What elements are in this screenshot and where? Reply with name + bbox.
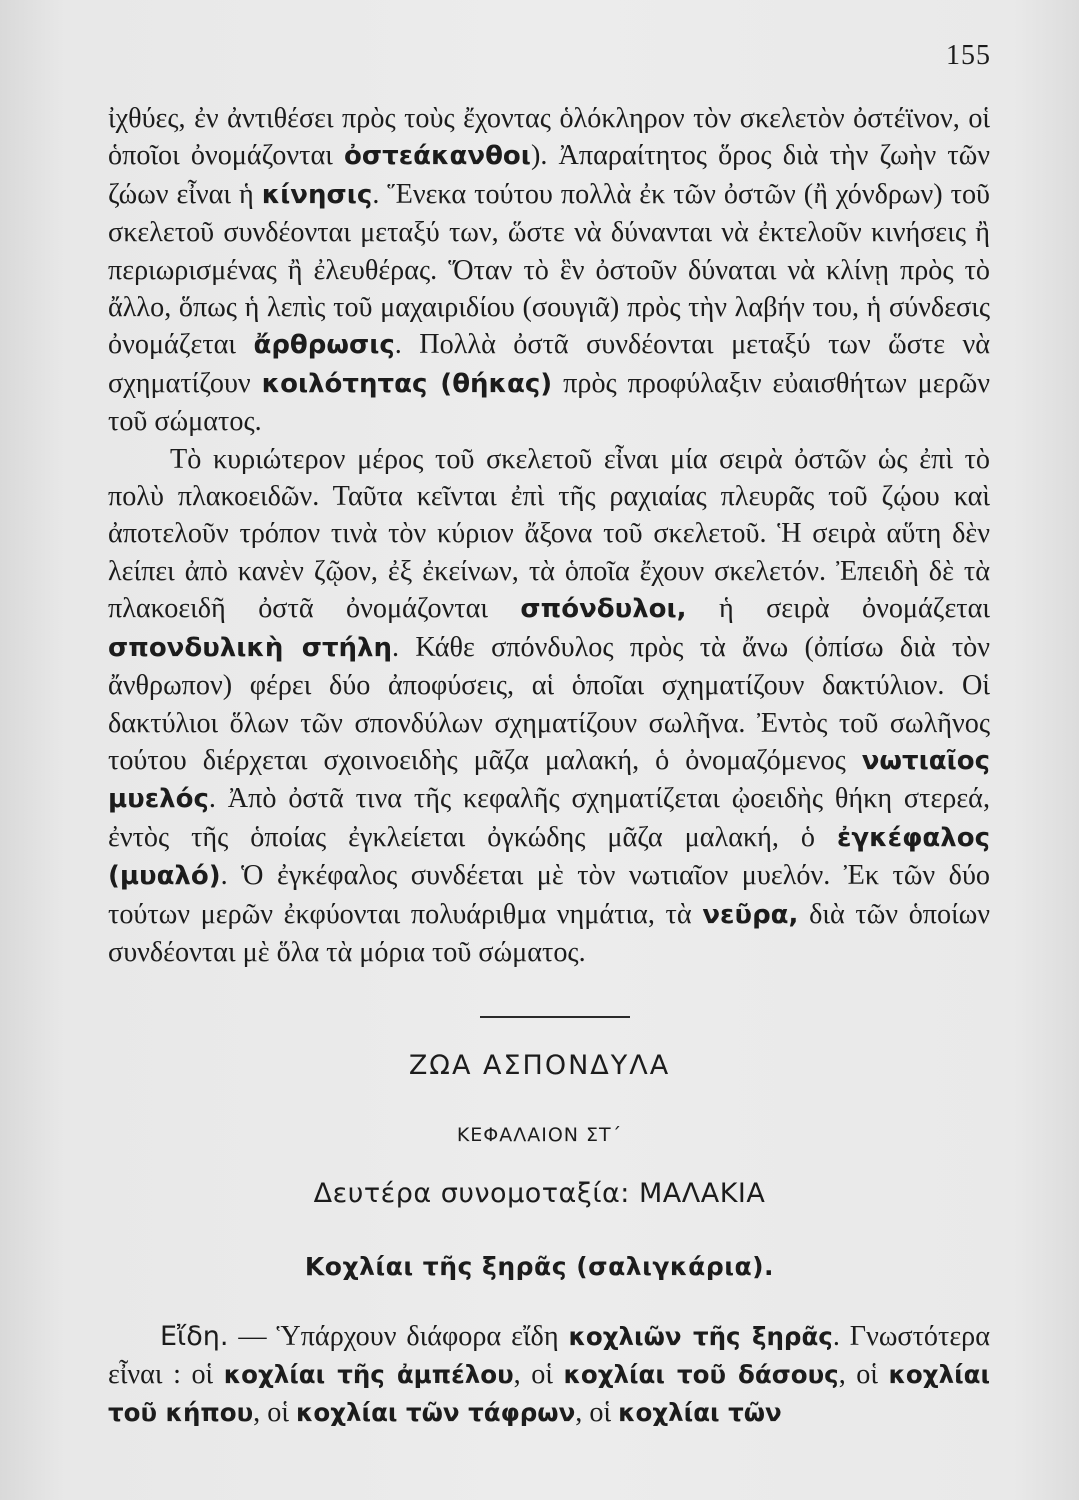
bold-term: κοχλίαι τοῦ δάσους [563, 1360, 839, 1389]
bold-term: κοχλίαι τῶν [618, 1398, 782, 1427]
text-run: , οἱ [253, 1397, 296, 1428]
bold-term: κοιλότητας (θήκας) [261, 368, 553, 399]
chapter-heading: ΚΕΦΑΛΑΙΟΝ ΣΤ΄ [456, 1124, 623, 1146]
page-number: 155 [946, 40, 991, 71]
bold-term: σπονδυλικὴ στήλη [108, 632, 393, 663]
bold-term: ἄρθρωσις [253, 330, 395, 361]
text-run: διὰ τῶν ὁποίων συνδέονται μὲ ὅλα τὰ μόρια τοῦ σώματος. [108, 898, 991, 968]
text-run: , οἱ [513, 1359, 564, 1390]
bold-term: σπόνδυλοι, [520, 594, 687, 625]
bold-term: κοχλίαι τῶν τάφρων [295, 1398, 576, 1427]
bold-term: ὀστεάκανθοι [343, 141, 531, 172]
topic-heading: Κοχλίαι τῆς ξηρᾶς (σαλιγκάρια). [304, 1252, 775, 1281]
bold-term: κοχλίαι τοῦ κήπου [108, 1360, 991, 1427]
run-in-heading: Εἴδη. [160, 1321, 229, 1352]
text-run: , οἱ [838, 1359, 889, 1390]
paragraph-spinal-column [108, 441, 990, 972]
text-run: . Γνωστότερα εἶναι : οἱ [108, 1321, 990, 1390]
text-run: . Πολλὰ ὀστᾶ συνδέονται μεταξύ των ὥστε νὰ σχηματίζουν [108, 329, 991, 399]
bold-term: νωτιαῖος μυελός [108, 745, 990, 815]
text-run: . Κάθε σπόνδυλος πρὸς τὰ ἄνω (ὀπίσω διὰ τὸν ἄνθρωπον) φέρει δύο ἀποφύσεις, αἱ ὁποῖαι σχηματίζουν δακτύλιον. Οἱ δακτύλιοι ὅλων τῶν σπονδύλων σχηματίζουν σωλῆνα. Ἐντὸς τοῦ σωλῆνος τούτου διέρχεται σχοινοειδὴς μᾶζα μαλακή, ὁ ὀνομαζόμενος [108, 631, 990, 776]
text-run: , οἱ [575, 1397, 619, 1428]
text-run: Τὸ κυριώτερον μέρος τοῦ σκελετοῦ εἶναι μία σειρὰ ὀστῶν ὡς ἐπὶ τὸ πολὺ πλακοειδῶν. Ταῦτα κεῖνται ἐπὶ τῆς ραχιαίας πλευρᾶς τοῦ ζῴου καὶ ἀποτελοῦν τρόπον τινὰ τὸν κύριον ἄξονα τοῦ σκελετοῦ. Ἡ σειρὰ αὕτη δὲν λείπει ἀπὸ κανὲν ζῷον, ἐξ ἐκείνων, τὰ ὁποῖα ἔχουν σκελετόν. Ἐπειδὴ δὲ τὰ πλακοειδῆ ὀστᾶ ὀνομάζονται [108, 443, 990, 625]
paragraph-skeleton-movement [108, 100, 990, 441]
text-run: ). Ἀπαραίτητος ὅρος διὰ τὴν ζωὴν τῶν ζώων εἶναι ἡ [108, 140, 990, 210]
text-run: — Ὑπάρχουν διάφορα εἴδη [228, 1321, 569, 1352]
text-run: . Ἀπὸ ὀστᾶ τινα τῆς κεφαλῆς σχηματίζεται ᾠοειδὴς θήκη στερεά, ἐντὸς τῆς ὁποίας ἐγκλείεται ὀγκώδης μᾶζα μαλακή, ὁ [108, 783, 990, 853]
species-paragraph [108, 1318, 990, 1432]
body-text [108, 100, 990, 971]
text-run: πρὸς προφύλαξιν εὐαισθήτων μερῶν τοῦ σώματος. [108, 367, 990, 438]
group-heading: ΖΩΑ ΑΣΠΟΝΔΥΛΑ [408, 1050, 671, 1081]
bold-term: ἐγκέφαλος (μυαλό) [108, 822, 990, 892]
class-heading: Δευτέρα συνομοταξία: ΜΑΛΑΚΙΑ [313, 1178, 766, 1209]
section-divider [480, 1016, 630, 1018]
text-run: . Ὁ ἐγκέφαλος συνδέεται μὲ τὸν νωτιαῖον μυελόν. Ἐκ τῶν δύο τούτων μερῶν ἐκφύονται πολυάριθμα νημάτια, τὰ [108, 860, 990, 930]
text-run: ἰχθύες, ἐν ἀντιθέσει πρὸς τοὺς ἔχοντας ὁλόκληρον τὸν σκελετὸν ὀστέϊνον, οἱ ὁποῖοι ὀνομάζονται [108, 103, 990, 172]
bold-term: νεῦρα, [702, 899, 799, 930]
bold-term: κοχλίαι τῆς ἀμπέλου [223, 1360, 514, 1389]
text-run: ἡ σειρὰ ὀνομάζεται [686, 593, 990, 625]
text-run: . Ἕνεκα τούτου πολλὰ ἐκ τῶν ὀστῶν (ἢ χόνδρων) τοῦ σκελετοῦ συνδέονται μεταξύ των, ὥστε νὰ δύνανται νὰ ἐκτελοῦν κινήσεις ἢ περιωρισμένας ἢ ἐλευθέρας. Ὅταν τὸ ἓν ὀστοῦν δύναται νὰ κλίνῃ πρὸς τὸ ἄλλο, ὅπως ἡ λεπὶς τοῦ μαχαιριδίου (σουγιᾶ) πρὸς τὴν λαβήν του, ἡ σύνδεσις ὀνομάζεται [108, 178, 990, 361]
bold-term: κοχλιῶν τῆς ξηρᾶς [568, 1322, 833, 1351]
bold-term: κίνησις [261, 179, 373, 210]
